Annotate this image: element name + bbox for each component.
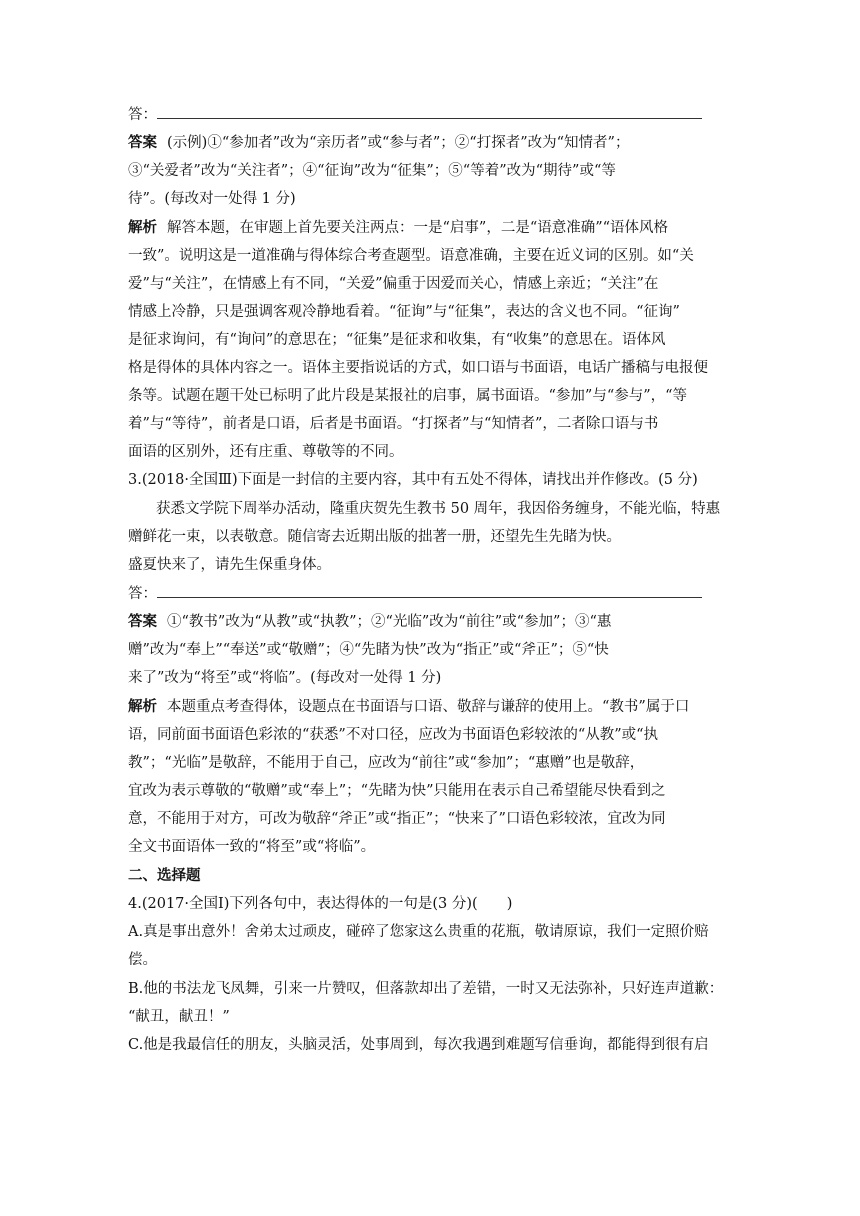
q3-analysis-line-1 (128, 697, 689, 717)
answer-label: 答案 (128, 613, 157, 630)
analysis-text: 解答本题，在审题上首先要关注两点：一是“启事”，二是“语意准确”“语体风格 (167, 220, 669, 236)
q2-answer-line-3: 待”。(每改对一处得 1 分) (128, 191, 296, 207)
answer-blank-line (157, 583, 702, 598)
answer-prompt-label: 答： (128, 107, 157, 123)
q2-answer-line-2: ③“关爱者”改为“关注者”；④“征询”改为“征集”；⑤“等着”改为“期待”或“等 (128, 163, 616, 179)
answer-prompt-q3 (128, 583, 702, 604)
q4-option-b-line-2: “献丑，献丑！” (128, 1009, 230, 1025)
q3-analysis-line-4: 宜改为表示尊敬的“敬赠”或“奉上”；“先睹为快”只能用在表示自己希望能尽快看到之 (128, 783, 666, 799)
q3-analysis-line-2: 语，同前面书面语色彩浓的“获悉”不对口径，应改为书面语色彩较浓的“从教”或“执 (128, 727, 659, 743)
q3-letter-line-1: 获悉文学院下周举办活动，隆重庆贺先生教书 50 周年，我因俗务缠身，不能光临，特惠 (156, 501, 721, 517)
q2-analysis-line-1 (128, 218, 668, 238)
q2-analysis-line-8: 着”与“等待”，前者是口语，后者是书面语。“打探者”与“知情者”，二者除口语与书 (128, 416, 659, 432)
q2-analysis-line-7: 条等。试题在题干处已标明了此片段是某报社的启事，属书面语。“参加”与“参与”，“等 (128, 388, 688, 404)
q2-analysis-line-2: 一致”。说明这是一道准确与得体综合考查题型。语意准确，主要在近义词的区别。如“关 (128, 248, 694, 264)
answer-blank-line (157, 104, 702, 119)
q2-analysis-line-3: 爱”与“关注”，在情感上有不同，“关爱”偏重于因爱而关心，情感上亲近；“关注”在 (128, 276, 659, 292)
q3-stem: 3.(2018·全国Ⅲ)下面是一封信的主要内容，其中有五处不得体，请找出并作修改。(5 分) (128, 472, 698, 488)
q2-analysis-line-5: 是征求询问，有“询问”的意思在；“征集”是征求和收集，有“收集”的意思在。语体风 (128, 332, 666, 348)
answer-text: (示例)①“参加者”改为“亲历者”或“参与者”；②“打探者”改为“知情者”； (167, 135, 630, 151)
q3-answer-line-1 (128, 612, 611, 632)
answer-prompt-label: 答： (128, 586, 157, 602)
q2-analysis-line-6: 格是得体的具体内容之一。语体主要指说话的方式，如口语与书面语，电话广播稿与电报便 (128, 360, 708, 376)
q4-option-c-line-1: C.他是我最信任的朋友，头脑灵活，处事周到，每次我遇到难题写信垂询，都能得到很有启 (128, 1037, 709, 1053)
answer-prompt-q2 (128, 104, 702, 125)
q3-answer-line-3: 来了”改为“将至”或“将临”。(每改对一处得 1 分) (128, 670, 442, 686)
answer-text: ①“教书”改为“从教”或“执教”；②“光临”改为“前往”或“参加”；③“惠 (167, 614, 612, 630)
answer-label: 答案 (128, 134, 157, 151)
q4-option-a-line-1: A.真是事出意外！舍弟太过顽皮，碰碎了您家这么贵重的花瓶，敬请原谅，我们一定照价赔 (128, 924, 709, 940)
analysis-text: 本题重点考查得体，设题点在书面语与口语、敬辞与谦辞的使用上。“教书”属于口 (167, 699, 690, 715)
q3-analysis-line-5: 意，不能用于对方，可改为敬辞“斧正”或“指正”；“快来了”口语色彩较浓，宜改为同 (128, 811, 666, 827)
q4-option-b-line-1: B.他的书法龙飞凤舞，引来一片赞叹，但落款却出了差错，一时又无法弥补，只好连声道歉： (128, 981, 724, 997)
q3-letter-line-3: 盛夏快来了，请先生保重身体。 (128, 557, 331, 573)
q3-answer-line-2: 赠”改为“奉上”“奉送”或“敬赠”；④“先睹为快”改为“指正”或“斧正”；⑤“快 (128, 642, 609, 658)
q3-letter-line-2: 赠鲜花一束，以表敬意。随信寄去近期出版的拙著一册，还望先生先睹为快。 (128, 529, 621, 545)
q3-analysis-line-3: 教”；“光临”是敬辞，不能用于自己，应改为“前往”或“参加”；“惠赠”也是敬辞， (128, 755, 645, 771)
analysis-label: 解析 (128, 219, 157, 236)
q4-stem: 4.(2017·全国Ⅰ)下列各句中，表达得体的一句是(3 分)( ) (128, 896, 513, 912)
q2-answer-line-1 (128, 133, 629, 153)
q2-analysis-line-9: 面语的区别外，还有庄重、尊敬等的不同。 (128, 444, 404, 460)
analysis-label: 解析 (128, 698, 157, 715)
q3-analysis-line-6: 全文书面语体一致的“将至”或“将临”。 (128, 839, 376, 855)
q4-option-a-line-2: 偿。 (128, 952, 157, 968)
q2-analysis-line-4: 情感上冷静，只是强调客观冷静地看着。“征询”与“征集”，表达的含义也不同。“征询” (128, 304, 680, 320)
section-heading: 二、选择题 (128, 867, 201, 884)
